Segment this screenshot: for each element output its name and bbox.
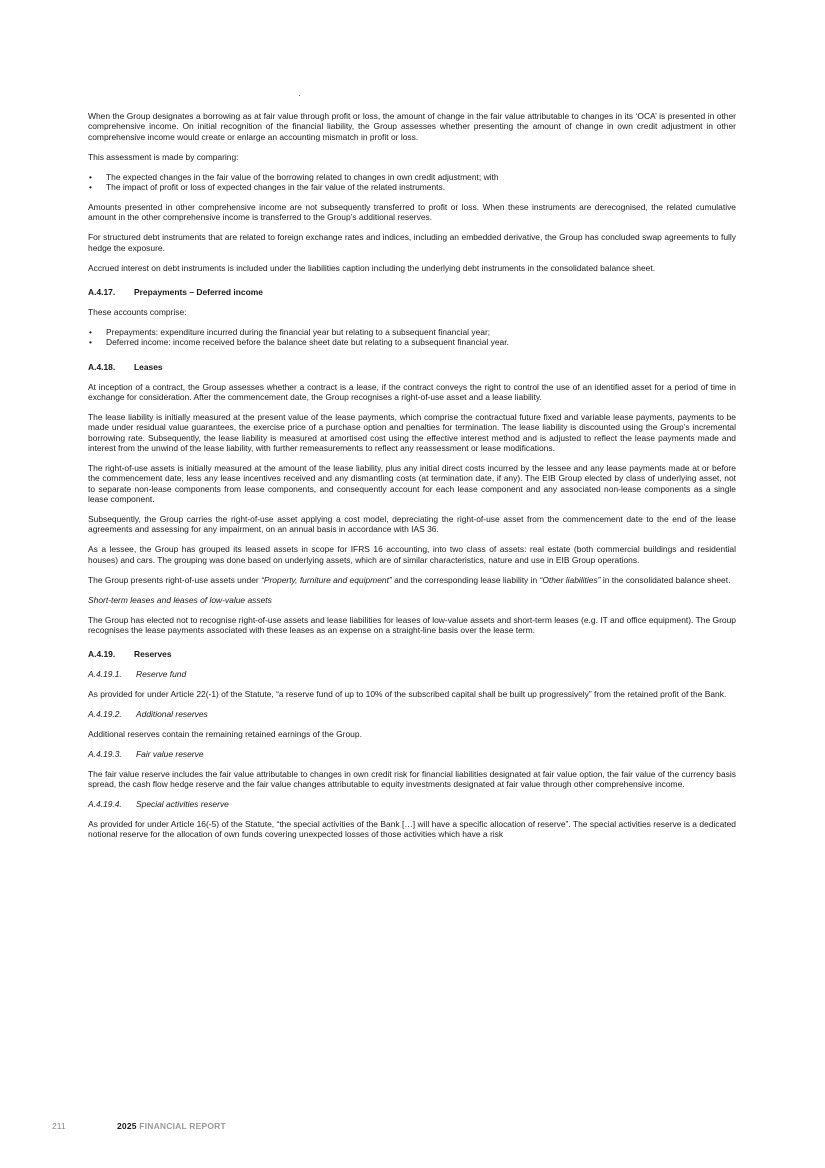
subheading-fair-value-reserve [88, 749, 736, 759]
subheading-short-term-leases: Short-term leases and leases of low-value assets [88, 594, 272, 605]
document-body [88, 111, 736, 849]
paragraph: These accounts comprise: [88, 306, 187, 317]
paragraph: The right-of-use assets is initially measured at the amount of the lease liability, plus any initial direct costs incurred by the lessee and any lease payments made at or before the commencement date, less any lease incentives received and any dismantling costs (at termination date, if any). The EIB Group elected by class of underlying asset, not to separate non-lease components from lease components, and consequently account for each lease component and any associated non-lease components as a single lease component. [88, 462, 736, 505]
text-run: in the consolidated balance sheet. [600, 574, 731, 585]
paragraph: As provided for under Article 16(-5) of the Statute, “the special activities of the Bank […] will have a specific allocation of reserve”. The special activities reserve is a dedicated notional reserve for the allocation of own funds covering unexpected losses of those activities which have a risk [88, 818, 736, 840]
paragraph: When the Group designates a borrowing as at fair value through profit or loss, the amount of change in the fair value attributable to changes in its ‘OCA’ is presented in other comprehensive income. On initial recognition of the financial liability, the Group assesses whether presenting the amount of change in own credit adjustment in other comprehensive income would create or enlarge an accounting mismatch in profit or loss. [88, 111, 736, 142]
report-name: FINANCIAL REPORT [139, 1121, 226, 1131]
subsection-title: Additional reserves [136, 709, 208, 720]
text-run: and the corresponding lease liability in [391, 574, 540, 585]
footer-report-title [117, 1121, 226, 1131]
section-number: A.4.18. [88, 361, 116, 372]
section-title: Reserves [134, 649, 172, 660]
list-item: • The impact of profit or loss of expected changes in the fair value of the related instruments. [88, 182, 736, 192]
paragraph: The fair value reserve includes the fair value attributable to changes in own credit risk for financial liabilities designated at fair value option, the fair value of the currency basis spread, the cash flow hedge reserve and the fair value changes attributable to equity investments designated at fair value through other comprehensive income. [88, 768, 736, 790]
bullet-list [88, 327, 736, 348]
section-heading-prepayments [88, 287, 736, 297]
paragraph: For structured debt instruments that are related to foreign exchange rates and indices, including an embedded derivative, the Group has concluded swap agreements to fully hedge the exposure. [88, 232, 736, 253]
paragraph: As a lessee, the Group has grouped its leased assets in scope for IFRS 16 accounting, into two class of assets: real estate (both commercial buildings and residential houses) and cars. The grouping was done based on underlying assets, which are of similar characteristics, nature and use in EIB Group operations. [88, 544, 736, 565]
paragraph: Additional reserves contain the remaining retained earnings of the Group. [88, 728, 362, 739]
paragraph: The Group has elected not to recognise right-of-use assets and lease liabilities for leases of low-value assets and short-term leases (e.g. IT and office equipment). The Group recognises the lease payments associated with these leases as an expense on a straight-line basis over the lease term. [88, 614, 736, 635]
paragraph: Subsequently, the Group carries the right-of-use asset applying a cost model, depreciating the right-of-use asset from the commencement date to the end of the lease agreements and assessing for any impairment, on an annual basis in accordance with IAS 36. [88, 514, 736, 535]
paragraph: Accrued interest on debt instruments is included under the liabilities caption including the underlying debt instruments in the consolidated balance sheet. [88, 262, 656, 273]
subsection-title: Fair value reserve [136, 748, 204, 759]
subheading-reserve-fund [88, 669, 736, 679]
bullet-list [88, 172, 736, 193]
italic-term: “Other liabilities” [539, 574, 601, 585]
section-heading-reserves [88, 649, 736, 659]
italic-term: “Property, furniture and equipment” [261, 574, 392, 585]
text-run: The Group presents right-of-use assets under [88, 574, 262, 585]
stray-dot [299, 95, 300, 96]
paragraph: The lease liability is initially measured at the present value of the lease payments, which comprise the contractual future fixed and variable lease payments, payments to be made under residual value guarantees, the exercise price of a purchase option and penalties for termination. The lease liability is discounted using the Group’s incremental borrowing rate. Subsequently, the lease liability is measured at amortised cost using the effective interest method and is adjusted to reflect the lease payments made and interest from the unwind of the lease liability, with further remeasurements to reflect any reassessment or lease modifications. [88, 411, 736, 454]
report-year: 2025 [117, 1121, 137, 1131]
subsection-title: Reserve fund [136, 669, 187, 680]
subheading-special-activities-reserve [88, 799, 736, 809]
subsection-number: A.4.19.2. [88, 709, 122, 720]
list-item: • Deferred income: income received before the balance sheet date but relating to a subsequent financial year. [88, 337, 736, 347]
page-number: 211 [52, 1121, 66, 1131]
section-title: Prepayments – Deferred income [134, 286, 263, 297]
section-number: A.4.19. [88, 649, 116, 660]
section-heading-leases [88, 362, 736, 372]
paragraph: As provided for under Article 22(-1) of the Statute, “a reserve fund of up to 10% of the subscribed capital shall be built up progressively” from the retained profit of the Bank. [88, 689, 727, 700]
paragraph: Amounts presented in other comprehensive income are not subsequently transferred to profit or loss. When these instruments are derecognised, the related cumulative amount in the other comprehensive income is transferred to the Group’s additional reserves. [88, 201, 736, 223]
paragraph [88, 575, 736, 585]
section-title: Leases [134, 361, 163, 372]
section-number: A.4.17. [88, 286, 116, 297]
subsection-number: A.4.19.1. [88, 669, 122, 680]
subsection-number: A.4.19.3. [88, 748, 122, 759]
subsection-title: Special activities reserve [136, 799, 229, 810]
paragraph: This assessment is made by comparing: [88, 151, 239, 162]
list-item: • The expected changes in the fair value of the borrowing related to changes in own credit adjustment; with [88, 172, 736, 182]
subheading-additional-reserves [88, 709, 736, 719]
paragraph: At inception of a contract, the Group assesses whether a contract is a lease, if the contract conveys the right to control the use of an identified asset for a period of time in exchange for consideration. After the commencement date, the Group recognises a right-of-use asset and a lease liability. [88, 381, 736, 402]
list-item: • Prepayments: expenditure incurred during the financial year but relating to a subsequent financial year; [88, 327, 736, 337]
subsection-number: A.4.19.4. [88, 799, 122, 810]
